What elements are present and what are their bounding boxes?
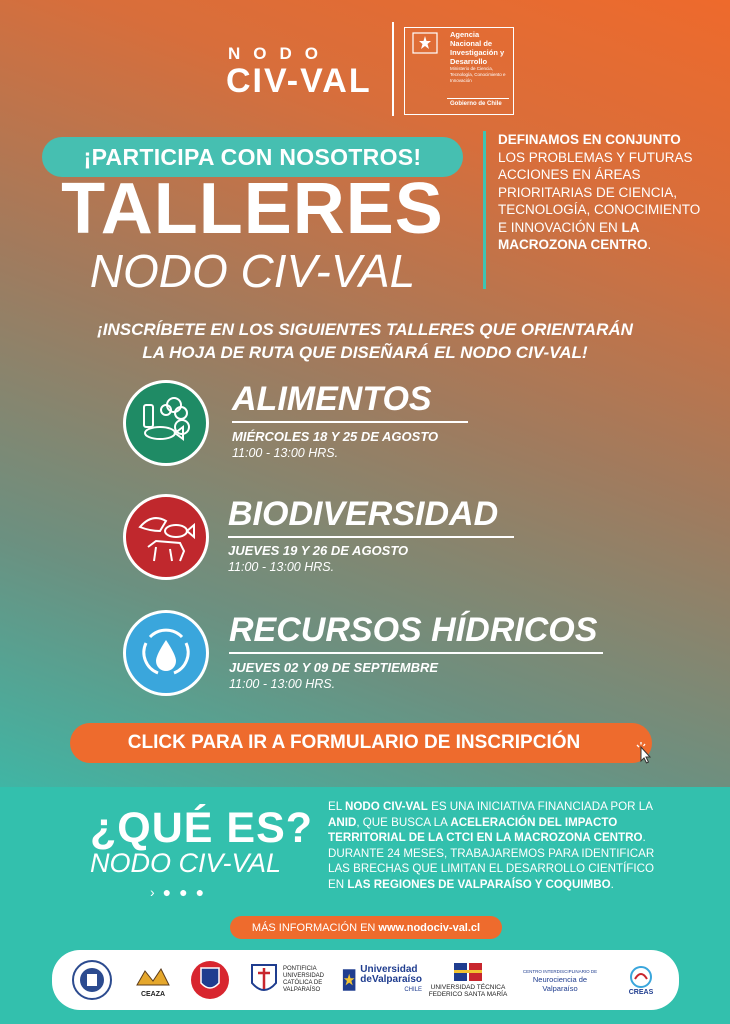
header-divider <box>392 22 394 116</box>
registration-form-button[interactable] <box>70 723 652 763</box>
anid-name: Agencia Nacional de Investigación y Desarrollo <box>450 30 505 66</box>
anid-ministry: Ministerio de Ciencia, Tecnología, Conocimiento e Innovación <box>450 66 506 83</box>
logo-nodo-text: NODO <box>228 44 331 63</box>
anid-gov: Gobierno de Chile <box>450 101 502 107</box>
food-icon <box>123 380 209 466</box>
desc-text: LOS PROBLEMAS Y FUTURAS ACCIONES EN ÁREAS PRIORITARIAS DE CIENCIA, TECNOLOGÍA, CONOCIMIENTO E INNOVACIÓN EN <box>498 149 701 235</box>
biodiversity-icon <box>123 494 209 580</box>
about-text-bold: NODO CIV-VAL <box>344 800 428 813</box>
workshop-date: JUEVES 19 Y 26 DE AGOSTO <box>228 543 409 558</box>
website-link[interactable]: www.nodociv-val.cl <box>378 921 481 934</box>
invite-line-1: ¡INSCRÍBETE EN LOS SIGUIENTES TALLERES QUE ORIENTARÁN <box>97 320 633 339</box>
workshop-title-recursos-hidricos: RECURSOS HÍDRICOS <box>229 611 598 649</box>
university-seal-icon <box>70 958 114 1002</box>
about-description <box>328 799 668 893</box>
about-heading: ¿QUÉ ES? <box>90 804 314 852</box>
about-text: ES UNA INICIATIVA FINANCIADA POR LA <box>427 800 653 813</box>
more-info-link[interactable] <box>230 916 502 939</box>
water-icon <box>123 610 209 696</box>
workshop-date: JUEVES 02 Y 09 DE SEPTIEMBRE <box>229 660 439 675</box>
participa-pill: ¡PARTICIPA CON NOSOTROS! <box>42 137 463 177</box>
workshop-underline <box>232 421 468 423</box>
workshop-time: 11:00 - 13:00 HRS. <box>232 446 339 460</box>
about-text-bold: ANID <box>328 815 357 829</box>
uv-name-1: Universidad <box>360 964 418 975</box>
uv-emblem-icon <box>342 967 356 993</box>
pucv-logo <box>246 958 342 1002</box>
about-text: . DURANTE 24 MESES, TRABAJAREMOS PARA IDENTIFICAR LAS BRECHAS QUE LIMITAN EL DESARROLLO CIENTÍFICO EN <box>328 831 655 891</box>
workshop-date: MIÉRCOLES 18 Y 25 DE AGOSTO <box>232 429 439 444</box>
university-shield-icon <box>188 958 232 1002</box>
workshop-underline <box>229 652 603 654</box>
utfsm-emblem-icon <box>451 962 485 984</box>
about-text-bold: LAS REGIONES DE VALPARAÍSO Y COQUIMBO <box>347 877 611 891</box>
workshop-underline <box>228 536 514 538</box>
about-text: . <box>610 877 614 891</box>
utfsm-name-1: UNIVERSIDAD TÉCNICA <box>430 984 506 991</box>
anid-divider <box>447 98 509 99</box>
creas-emblem-icon <box>627 965 655 989</box>
pucv-emblem-icon <box>247 961 281 999</box>
partner-logos-bar <box>52 950 679 1010</box>
uv-logo <box>342 958 422 1002</box>
desc-bold-1: DEFINAMOS EN CONJUNTO <box>498 132 681 147</box>
hero-description <box>498 131 703 254</box>
click-cursor-icon <box>632 740 658 766</box>
ceaza-logo <box>128 958 178 1002</box>
nodo-subtitle: NODO CIV-VAL <box>89 245 416 297</box>
invite-text <box>0 318 730 364</box>
logo-civval-text: CIV-VAL <box>226 62 372 100</box>
creas-name: CREAS <box>628 988 654 996</box>
pucv-name: PONTIFICIA UNIVERSIDAD CATÓLICA DE VALPARAÍSO <box>283 966 325 993</box>
workshop-time: 11:00 - 13:00 HRS. <box>228 560 335 574</box>
about-text: , QUE BUSCA LA <box>356 815 451 829</box>
hero-divider <box>483 131 486 289</box>
desc-end: . <box>647 237 652 252</box>
cinv-name-2: Neurociencia de <box>532 974 588 984</box>
ceaza-emblem-icon <box>133 963 173 991</box>
desc-bold-2: LA MACROZONA CENTRO <box>498 219 648 252</box>
workshop-title-biodiversidad: BIODIVERSIDAD <box>228 495 499 533</box>
workshop-title-alimentos: ALIMENTOS <box>232 380 432 418</box>
ceaza-name: CEAZA <box>140 990 166 998</box>
invite-line-2: LA HOJA DE RUTA QUE DISEÑARÁ EL NODO CIV-VAL! <box>142 343 588 362</box>
talleres-title: TALLERES <box>61 169 444 249</box>
about-text-bold: ACELERACIÓN DEL IMPACTO TERRITORIAL DE LA CTCI EN LA MACROZONA CENTRO <box>328 815 643 845</box>
creas-logo <box>616 958 666 1002</box>
chile-emblem-icon <box>410 31 440 55</box>
cinv-name-1: CENTRO INTERDISCIPLINARIO DE <box>522 968 598 974</box>
cinv-name-3: Valparaíso <box>542 983 578 993</box>
utfsm-name-2: FEDERICO SANTA MARÍA <box>428 991 508 998</box>
decorative-dots: ›●●● <box>150 884 213 900</box>
uv-name-2: deValparaíso <box>360 974 422 985</box>
more-info-prefix: MÁS INFORMACIÓN EN <box>251 921 376 934</box>
about-subheading: NODO CIV-VAL <box>90 848 282 878</box>
workshop-time: 11:00 - 13:00 HRS. <box>229 677 336 691</box>
uv-name-3: CHILE <box>404 987 422 993</box>
cinv-logo <box>518 958 602 1002</box>
registration-button-label: CLICK PARA IR A FORMULARIO DE INSCRIPCIÓN <box>127 732 581 753</box>
about-text: EL <box>328 800 345 813</box>
utfsm-logo <box>426 958 510 1002</box>
